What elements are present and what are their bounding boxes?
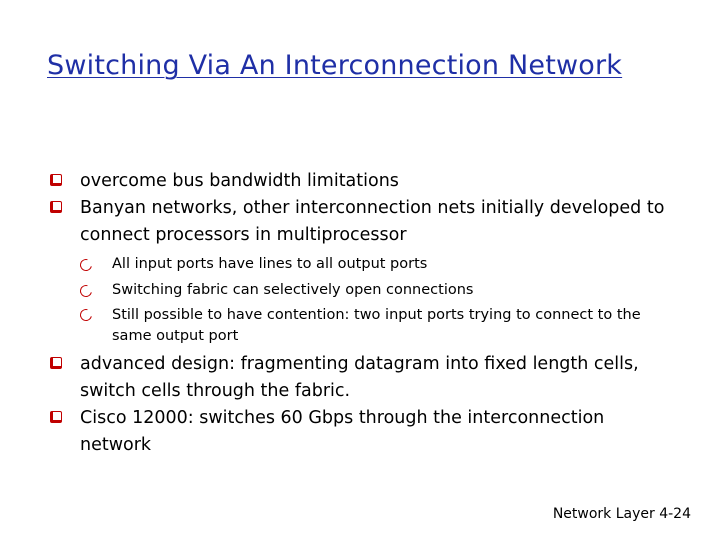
bullet-text: overcome bus bandwidth limitations [80,171,399,191]
open-circle-bullet-icon [78,307,94,323]
bullet-list [48,168,668,459]
open-circle-bullet-icon [78,257,94,273]
sub-bullet-item [80,277,668,303]
bullet-item [48,195,668,249]
bullet-item [48,351,668,405]
box-bullet-icon [48,357,62,371]
box-bullet-icon [48,174,62,188]
bullet-item [48,405,668,459]
sub-bullet-text: Switching fabric can selectively open connections [112,282,474,298]
sub-bullet-item [80,305,668,347]
box-bullet-icon [48,411,62,425]
bullet-text: Banyan networks, other interconnection nets initially developed to connect processors in multiprocessor [80,198,665,245]
bullet-text: advanced design: fragmenting datagram into fixed length cells, switch cells through the fabric. [80,354,639,401]
slide-title: Switching Via An Interconnection Network [47,50,623,81]
sub-bullet-text: All input ports have lines to all output ports [112,256,428,272]
box-bullet-icon [48,201,62,215]
slide-footer: Network Layer 4-24 [552,506,691,522]
sub-bullet-list [80,251,668,347]
sub-bullet-item [80,251,668,277]
sub-bullet-text: Still possible to have contention: two input ports trying to connect to the same output port [112,307,641,344]
bullet-item [48,168,668,195]
open-circle-bullet-icon [78,283,94,299]
bullet-text: Cisco 12000: switches 60 Gbps through the interconnection network [80,408,605,455]
